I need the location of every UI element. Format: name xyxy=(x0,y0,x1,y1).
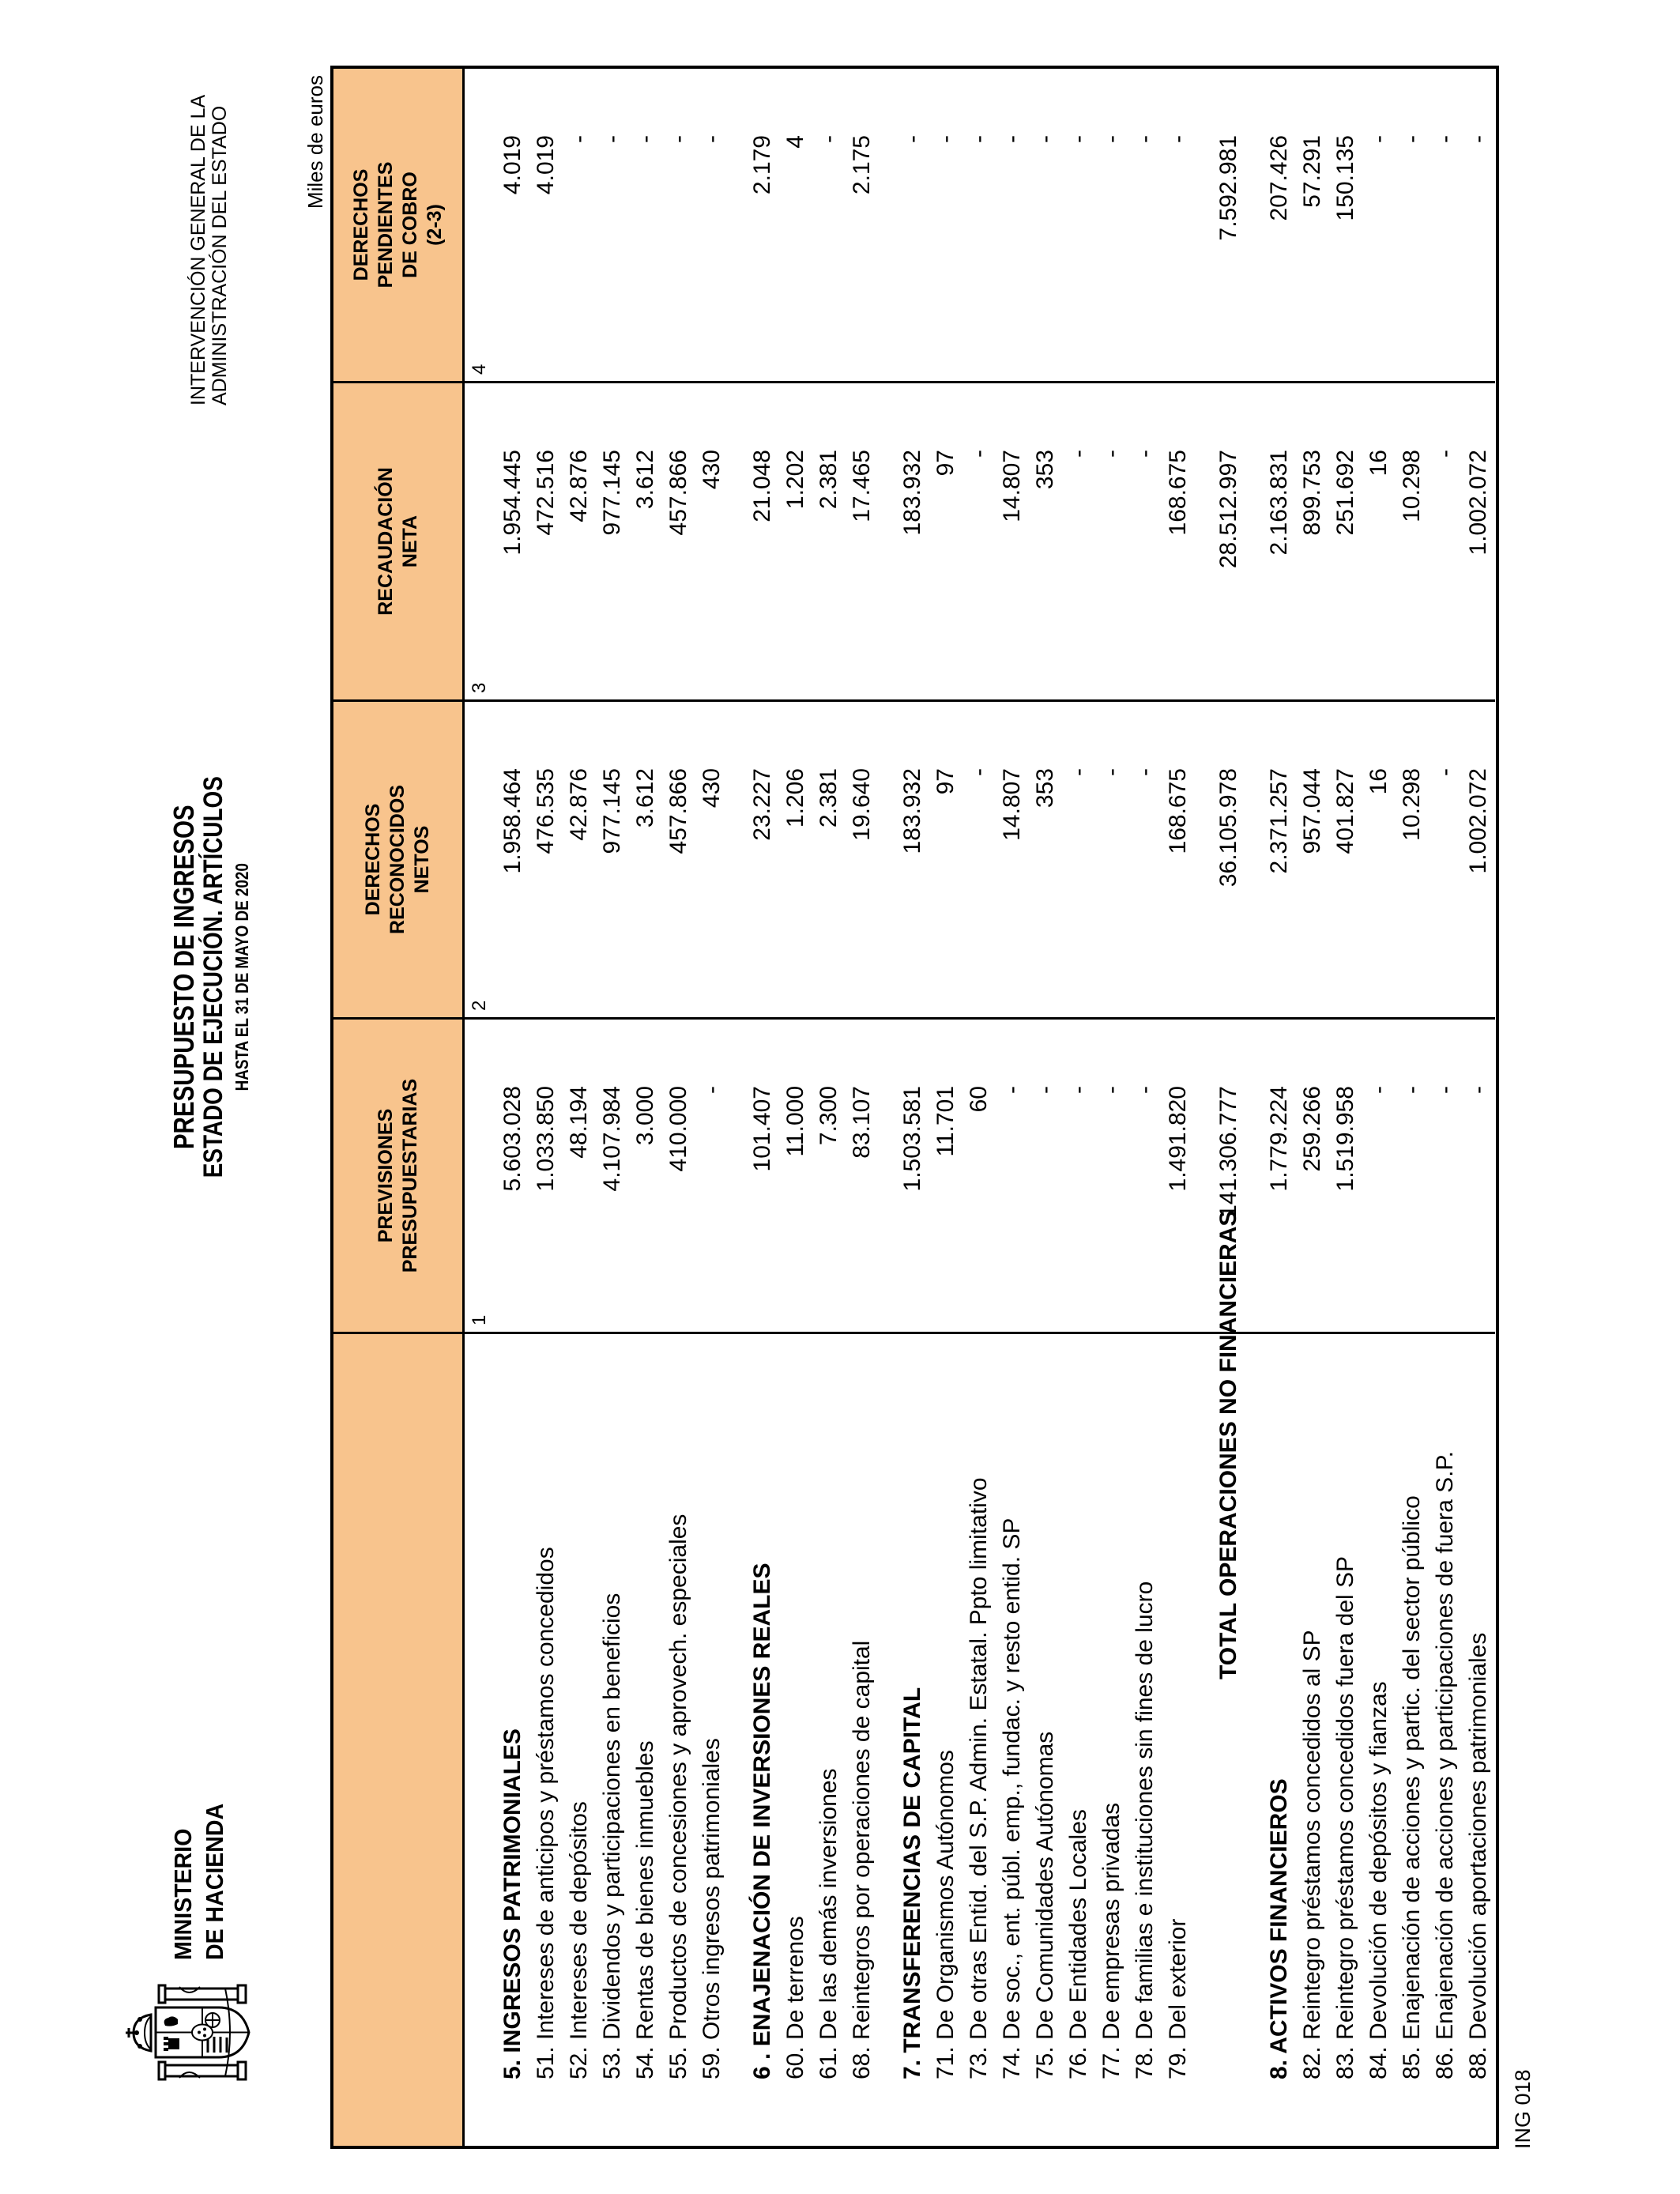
value-pendientes-cobro: 7.592.981 xyxy=(1212,69,1245,383)
row-gap xyxy=(1245,1334,1263,2146)
row-label: 8. ACTIVOS FINANCIEROS xyxy=(1266,1778,1292,2079)
value-previsiones: 60 xyxy=(962,1020,996,1334)
value-derechos-reconocidos: 10.298 xyxy=(1396,702,1429,1020)
row-gap xyxy=(1195,1334,1212,2146)
value-previsiones: - xyxy=(1029,1020,1062,1334)
value-previsiones: 1.033.850 xyxy=(529,1020,563,1334)
row-gap-cell xyxy=(1195,702,1212,1020)
value-pendientes-cobro: - xyxy=(1095,69,1128,383)
value-recaudacion-neta: 42.876 xyxy=(563,383,596,702)
header-line: PREVISIONES xyxy=(374,1108,397,1243)
row-label: TOTAL OPERACIONES NO FINANCIERAS xyxy=(1215,1210,1241,1679)
value-recaudacion-neta: 2.381 xyxy=(812,383,846,702)
value-derechos-reconocidos: 3.612 xyxy=(629,702,662,1020)
value-previsiones: - xyxy=(1429,1020,1462,1334)
row-label: 68. Reintegros por operaciones de capital xyxy=(849,1640,875,2079)
value-derechos-reconocidos: - xyxy=(1128,702,1162,1020)
row-label: 75. De Comunidades Autónomas xyxy=(1032,1731,1058,2079)
row-gap-cell xyxy=(1195,69,1212,383)
row-label: 77. De empresas privadas xyxy=(1098,1802,1124,2079)
value-derechos-reconocidos: 430 xyxy=(695,702,729,1020)
value-recaudacion-neta: 21.048 xyxy=(746,383,779,702)
value-previsiones: 83.107 xyxy=(846,1020,879,1334)
value-recaudacion-neta: 16 xyxy=(1362,383,1396,702)
value-derechos-reconocidos: 977.145 xyxy=(596,702,629,1020)
row-label: 7. TRANSFERENCIAS DE CAPITAL xyxy=(899,1687,925,2079)
value-recaudacion-neta: 1.954.445 xyxy=(496,383,529,702)
value-previsiones: 11.000 xyxy=(779,1020,812,1334)
value-recaudacion-neta: 353 xyxy=(1029,383,1062,702)
row-label: 84. Devolución de depósitos y fianzas xyxy=(1365,1681,1392,2079)
row-label: 86. Enajenación de acciones y participaciones de fuera S.P. xyxy=(1432,1451,1458,2079)
row-gap-cell xyxy=(879,69,896,383)
row-label: 6 . ENAJENACIÓN DE INVERSIONES REALES xyxy=(749,1563,775,2079)
row-gap xyxy=(729,1334,746,2146)
column-number-4: 4 xyxy=(465,69,496,383)
value-derechos-reconocidos: 1.958.464 xyxy=(496,702,529,1020)
value-derechos-reconocidos: 42.876 xyxy=(563,702,596,1020)
value-derechos-reconocidos: 19.640 xyxy=(846,702,879,1020)
header-cell-derechos-reconocidos xyxy=(333,702,465,1020)
row-label: 85. Enajenación de acciones y partic. del sector público xyxy=(1399,1495,1425,2079)
value-previsiones: - xyxy=(1128,1020,1162,1334)
value-recaudacion-neta: 2.163.831 xyxy=(1263,383,1296,702)
value-derechos-reconocidos: 183.932 xyxy=(896,702,929,1020)
value-recaudacion-neta: 14.807 xyxy=(996,383,1029,702)
row-label: 82. Reintegro préstamos concedidos al SP xyxy=(1299,1630,1325,2079)
header-line: NETOS xyxy=(411,825,433,894)
header-line: PRESUPUESTARIAS xyxy=(398,1078,421,1273)
column-number-2: 2 xyxy=(465,702,496,1020)
header-cell-pendientes-cobro xyxy=(333,69,465,383)
value-previsiones: 1.519.958 xyxy=(1329,1020,1362,1334)
value-previsiones: 141.306.777 xyxy=(1212,1020,1245,1334)
row-label: 73. De otras Entid. del S.P. Admin. Estatal. Ppto limitativo xyxy=(966,1477,992,2079)
units-note: Miles de euros xyxy=(303,75,327,209)
row-gap-cell xyxy=(729,383,746,702)
header-line: DERECHOS xyxy=(349,168,372,281)
value-previsiones: - xyxy=(996,1020,1029,1334)
value-recaudacion-neta: 430 xyxy=(695,383,729,702)
row-gap-cell xyxy=(1245,1020,1263,1334)
spain-coat-of-arms-logo xyxy=(124,1984,271,2081)
value-recaudacion-neta: - xyxy=(962,383,996,702)
header-line: RECONOCIDOS xyxy=(386,785,409,934)
value-pendientes-cobro: - xyxy=(1162,69,1195,383)
value-recaudacion-neta: 472.516 xyxy=(529,383,563,702)
row-label: 61. De las demás inversiones xyxy=(816,1768,842,2079)
row-gap-cell xyxy=(879,1020,896,1334)
value-previsiones: 1.491.820 xyxy=(1162,1020,1195,1334)
row-gap-cell xyxy=(879,702,896,1020)
value-recaudacion-neta: - xyxy=(1429,383,1462,702)
budget-execution-table xyxy=(330,66,1499,2149)
header-line: RECAUDACIÓN xyxy=(374,467,397,616)
value-pendientes-cobro: - xyxy=(996,69,1029,383)
value-pendientes-cobro: - xyxy=(962,69,996,383)
row-gap-cell xyxy=(1195,383,1212,702)
value-pendientes-cobro: 2.179 xyxy=(746,69,779,383)
value-derechos-reconocidos: 353 xyxy=(1029,702,1062,1020)
value-derechos-reconocidos: - xyxy=(962,702,996,1020)
row-gap-cell xyxy=(1245,383,1263,702)
value-derechos-reconocidos: 476.535 xyxy=(529,702,563,1020)
header-cell-recaudacion-neta xyxy=(333,383,465,702)
value-recaudacion-neta: 10.298 xyxy=(1396,383,1429,702)
value-recaudacion-neta: 3.612 xyxy=(629,383,662,702)
row-label: 60. De terrenos xyxy=(782,1916,808,2079)
row-label: 88. Devolución aportaciones patrimoniales xyxy=(1465,1632,1491,2079)
row-gap-cell xyxy=(879,383,896,702)
value-previsiones: - xyxy=(1462,1020,1495,1334)
header-line: NETA xyxy=(398,515,421,568)
value-derechos-reconocidos: 2.381 xyxy=(812,702,846,1020)
value-derechos-reconocidos: 16 xyxy=(1362,702,1396,1020)
row-label: 53. Dividendos y participaciones en beneficios xyxy=(599,1593,625,2079)
value-recaudacion-neta: 1.202 xyxy=(779,383,812,702)
row-gap-cell xyxy=(729,69,746,383)
value-pendientes-cobro: - xyxy=(695,69,729,383)
row-label: 55. Productos de concesiones y aprovech. especiales xyxy=(665,1514,691,2079)
ministry-name xyxy=(168,1790,231,1960)
value-recaudacion-neta: 899.753 xyxy=(1296,383,1329,702)
document-title xyxy=(169,661,255,1293)
agency-line-2: ADMINISTRACIÓN DEL ESTADO xyxy=(209,105,231,405)
value-recaudacion-neta: 457.866 xyxy=(662,383,695,702)
agency-name xyxy=(188,95,231,405)
header-line: (2-3) xyxy=(423,204,446,246)
value-pendientes-cobro: - xyxy=(1396,69,1429,383)
value-derechos-reconocidos: 23.227 xyxy=(746,702,779,1020)
value-pendientes-cobro: - xyxy=(596,69,629,383)
row-label: 5. INGRESOS PATRIMONIALES xyxy=(499,1728,525,2079)
value-derechos-reconocidos: - xyxy=(1095,702,1128,1020)
value-recaudacion-neta: 28.512.997 xyxy=(1212,383,1245,702)
ministry-line-2: DE HACIENDA xyxy=(201,1803,228,1960)
value-derechos-reconocidos: - xyxy=(1429,702,1462,1020)
header-cell-concept xyxy=(333,1334,465,2146)
header-cell-previsiones xyxy=(333,1020,465,1334)
value-derechos-reconocidos: 168.675 xyxy=(1162,702,1195,1020)
value-previsiones: - xyxy=(695,1020,729,1334)
value-derechos-reconocidos: 457.866 xyxy=(662,702,695,1020)
row-gap-cell xyxy=(729,1020,746,1334)
value-derechos-reconocidos: 401.827 xyxy=(1329,702,1362,1020)
row-label: 59. Otros ingresos patrimoniales xyxy=(699,1738,725,2079)
row-gap-cell xyxy=(729,702,746,1020)
row-label: 76. De Entidades Locales xyxy=(1065,1809,1091,2079)
row-gap xyxy=(879,1334,896,2146)
value-pendientes-cobro: 4.019 xyxy=(529,69,563,383)
title-line-3: HASTA EL 31 DE MAYO DE 2020 xyxy=(232,862,252,1091)
value-pendientes-cobro: - xyxy=(662,69,695,383)
value-recaudacion-neta: 17.465 xyxy=(846,383,879,702)
value-recaudacion-neta: 1.002.072 xyxy=(1462,383,1495,702)
value-previsiones: 1.779.224 xyxy=(1263,1020,1296,1334)
header-line: DERECHOS xyxy=(362,803,384,916)
value-pendientes-cobro: 2.175 xyxy=(846,69,879,383)
value-previsiones: 259.266 xyxy=(1296,1020,1329,1334)
value-derechos-reconocidos: 957.044 xyxy=(1296,702,1329,1020)
value-pendientes-cobro: - xyxy=(812,69,846,383)
value-recaudacion-neta: 168.675 xyxy=(1162,383,1195,702)
value-pendientes-cobro: - xyxy=(1462,69,1495,383)
form-code: ING 018 xyxy=(1511,2069,1535,2149)
row-label: 54. Rentas de bienes inmuebles xyxy=(632,1740,658,2079)
row-label: 51. Intereses de anticipos y préstamos concedidos xyxy=(533,1547,559,2079)
value-derechos-reconocidos: - xyxy=(1062,702,1095,1020)
value-previsiones: 1.503.581 xyxy=(896,1020,929,1334)
value-previsiones: - xyxy=(1362,1020,1396,1334)
value-recaudacion-neta: 97 xyxy=(929,383,962,702)
row-gap-cell xyxy=(1245,69,1263,383)
row-label: 83. Reintegro préstamos concedidos fuera del SP xyxy=(1332,1555,1358,2079)
value-previsiones: 48.194 xyxy=(563,1020,596,1334)
header-line: PENDIENTES xyxy=(374,161,397,288)
value-pendientes-cobro: 207.426 xyxy=(1263,69,1296,383)
title-line-1: PRESUPUESTO DE INGRESOS xyxy=(168,805,200,1149)
value-pendientes-cobro: - xyxy=(1029,69,1062,383)
value-derechos-reconocidos: 97 xyxy=(929,702,962,1020)
row-gap-cell xyxy=(1245,702,1263,1020)
row-label: 71. De Organismos Autónomos xyxy=(932,1750,959,2079)
title-line-2: ESTADO DE EJECUCIÓN. ARTÍCULOS xyxy=(198,775,228,1178)
value-recaudacion-neta: 251.692 xyxy=(1329,383,1362,702)
value-previsiones: 4.107.984 xyxy=(596,1020,629,1334)
agency-line-1: INTERVENCIÓN GENERAL DE LA xyxy=(187,94,209,405)
value-pendientes-cobro: - xyxy=(896,69,929,383)
value-derechos-reconocidos: 14.807 xyxy=(996,702,1029,1020)
value-derechos-reconocidos: 36.105.978 xyxy=(1212,702,1245,1020)
value-recaudacion-neta: 183.932 xyxy=(896,383,929,702)
value-recaudacion-neta: - xyxy=(1095,383,1128,702)
value-previsiones: 11.701 xyxy=(929,1020,962,1334)
value-previsiones: - xyxy=(1095,1020,1128,1334)
value-derechos-reconocidos: 1.206 xyxy=(779,702,812,1020)
value-previsiones: 5.603.028 xyxy=(496,1020,529,1334)
value-previsiones: 410.000 xyxy=(662,1020,695,1334)
ministry-line-1: MINISTERIO xyxy=(169,1828,197,1960)
row-gap-cell xyxy=(1195,1020,1212,1334)
value-derechos-reconocidos: 1.002.072 xyxy=(1462,702,1495,1020)
row-label: 74. De soc., ent. públ. emp., fundac. y resto entid. SP xyxy=(999,1517,1025,2079)
value-pendientes-cobro: 4 xyxy=(779,69,812,383)
value-pendientes-cobro: - xyxy=(629,69,662,383)
marker-cell-concept xyxy=(465,1334,496,2146)
header-line: DE COBRO xyxy=(398,172,421,278)
value-derechos-reconocidos: 2.371.257 xyxy=(1263,702,1296,1020)
row-label: 79. Del exterior xyxy=(1165,1918,1191,2079)
row-label: 78. De familias e instituciones sin fines de lucro xyxy=(1132,1581,1158,2079)
value-previsiones: 101.407 xyxy=(746,1020,779,1334)
value-previsiones: 7.300 xyxy=(812,1020,846,1334)
row-label: 52. Intereses de depósitos xyxy=(566,1801,592,2079)
value-recaudacion-neta: - xyxy=(1062,383,1095,702)
column-number-1: 1 xyxy=(465,1020,496,1334)
value-previsiones: 3.000 xyxy=(629,1020,662,1334)
value-pendientes-cobro: - xyxy=(1062,69,1095,383)
value-pendientes-cobro: 4.019 xyxy=(496,69,529,383)
value-previsiones: - xyxy=(1062,1020,1095,1334)
value-pendientes-cobro: - xyxy=(1128,69,1162,383)
value-pendientes-cobro: 150.135 xyxy=(1329,69,1362,383)
value-pendientes-cobro: - xyxy=(1362,69,1396,383)
value-pendientes-cobro: - xyxy=(1429,69,1462,383)
value-previsiones: - xyxy=(1396,1020,1429,1334)
value-pendientes-cobro: - xyxy=(563,69,596,383)
value-pendientes-cobro: - xyxy=(929,69,962,383)
column-number-3: 3 xyxy=(465,383,496,702)
value-recaudacion-neta: - xyxy=(1128,383,1162,702)
value-pendientes-cobro: 57.291 xyxy=(1296,69,1329,383)
value-recaudacion-neta: 977.145 xyxy=(596,383,629,702)
